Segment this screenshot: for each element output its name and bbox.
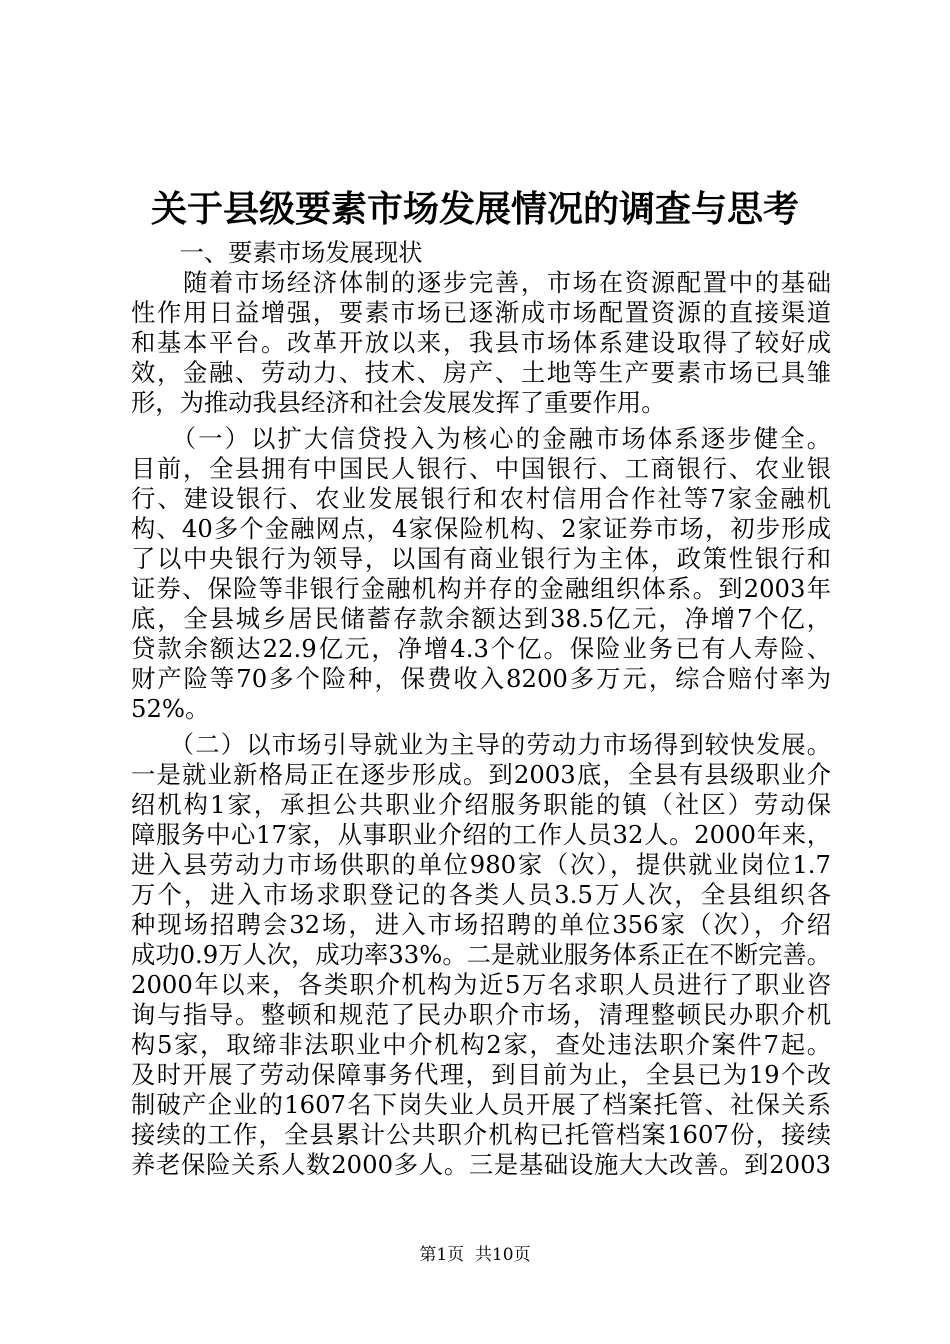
text-line: 进入县劳动力市场供职的单位980家（次），提供就业岗位1.7: [131, 850, 831, 879]
text-line: 障服务中心17家，从事职业介绍的工作人员32人。2000年来，: [131, 820, 831, 849]
text-line: 构、40多个金融网点，4家保险机构、2家证券市场，初步形成: [131, 514, 831, 543]
text-line: 制破产企业的1607名下岗失业人员开展了档案托管、社保关系: [131, 1090, 831, 1119]
text-line: 种现场招聘会32场，进入市场招聘的单位356家（次），介绍: [131, 910, 831, 939]
text-line: 万个，进入市场求职登记的各类人员3.5万人次，全县组织各: [131, 880, 831, 909]
text-line: 贷款余额达22.9亿元，净增4.3个亿。保险业务已有人寿险、: [131, 634, 831, 663]
text-line: 成功0.9万人次，成功率33%。二是就业服务体系正在不断完善。: [131, 940, 832, 969]
text-line: 行、建设银行、农业发展银行和农村信用合作社等7家金融机: [131, 484, 831, 513]
text-line: 询与指导。整顿和规范了民办职介市场，清理整顿民办职介机: [131, 1000, 831, 1029]
text-line: 2000年以来，各类职介机构为近5万名求职人员进行了职业咨: [131, 970, 831, 999]
text-line: 财产险等70多个险种，保费收入8200多万元，综合赔付率为: [131, 664, 831, 693]
text-line: 绍机构1家，承担公共职业介绍服务职能的镇（社区）劳动保: [131, 790, 831, 819]
text-line: 底，全县城乡居民储蓄存款余额达到38.5亿元，净增7个亿，: [131, 604, 831, 633]
text-line: 效，金融、劳动力、技术、房产、土地等生产要素市场已具雏: [131, 358, 831, 387]
document-title: 关于县级要素市场发展情况的调查与思考: [150, 188, 799, 230]
text-line: 形，为推动我县经济和社会发展发挥了重要作用。: [131, 388, 666, 417]
subsection-heading: （一）以扩大信贷投入为核心的金融市场体系逐步健全。: [131, 424, 831, 453]
text-line: 目前，全县拥有中国民人银行、中国银行、工商银行、农业银: [131, 454, 831, 483]
text-line: 52%。: [131, 694, 210, 723]
text-line: 及时开展了劳动保障事务代理，到目前为止，全县已为19个改: [131, 1060, 831, 1089]
section-heading: 一、要素市场发展现状: [131, 238, 423, 267]
text-line: 养老保险关系人数2000多人。三是基础设施大大改善。到2003: [131, 1150, 831, 1179]
text-line: 接续的工作，全县累计公共职介机构已托管档案1607份，接续: [131, 1120, 831, 1149]
page-number-footer: 第1页 共10页: [419, 1245, 531, 1265]
text-line: 证券、保险等非银行金融机构并存的金融组织体系。到2003年: [131, 574, 831, 603]
text-line: 随着市场经济体制的逐步完善，市场在资源配置中的基础: [131, 268, 831, 297]
subsection-heading: （二）以市场引导就业为主导的劳动力市场得到较快发展。: [131, 730, 831, 759]
text-line: 一是就业新格局正在逐步形成。到2003底，全县有县级职业介: [131, 760, 831, 789]
text-line: 和基本平台。改革开放以来，我县市场体系建设取得了较好成: [131, 328, 831, 357]
text-line: 了以中央银行为领导，以国有商业银行为主体，政策性银行和: [131, 544, 831, 573]
text-line: 性作用日益增强，要素市场已逐渐成市场配置资源的直接渠道: [131, 298, 831, 327]
text-line: 构5家，取缔非法职业中介机构2家，查处违法职介案件7起。: [131, 1030, 831, 1059]
